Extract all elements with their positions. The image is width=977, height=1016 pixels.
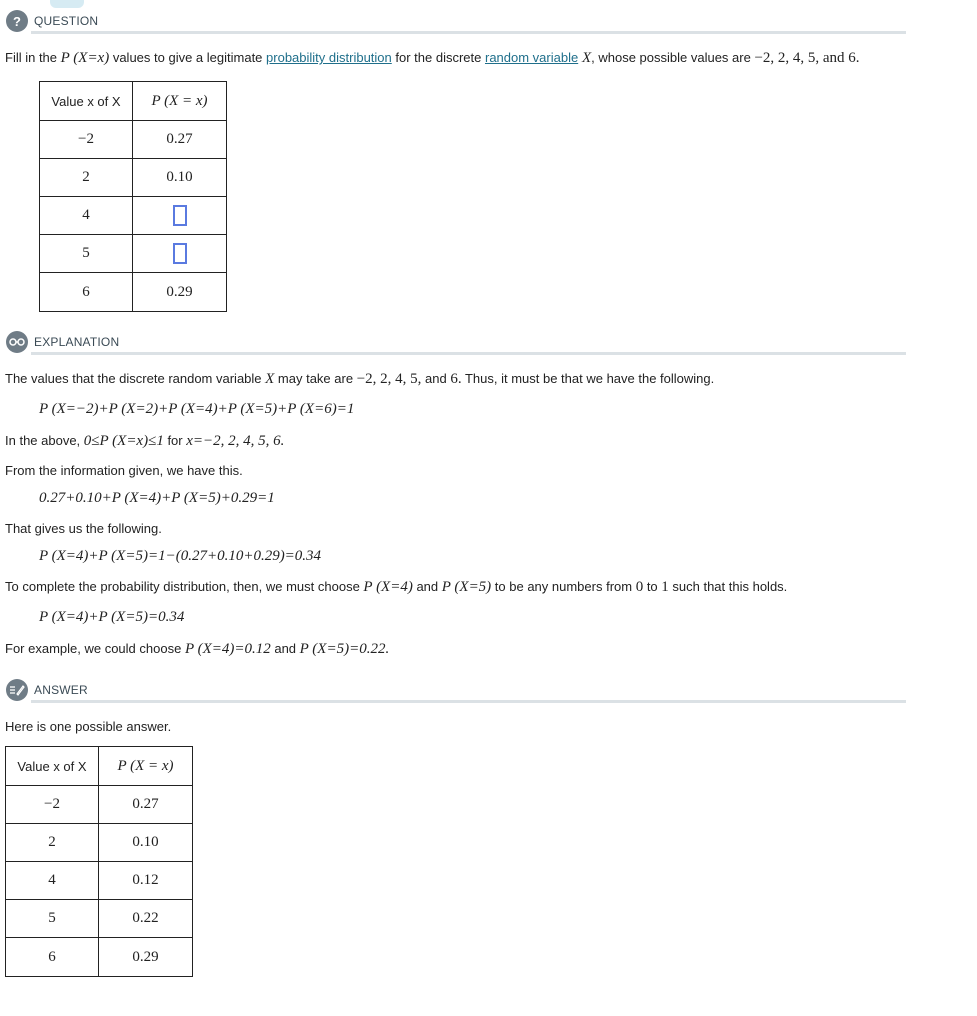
header-prob: P (X = x)	[133, 82, 227, 121]
question-divider	[31, 31, 906, 34]
explanation-line5: To complete the probability distribution, then, we must choose P (X=4) and P (X=5) to be any numbers from 0 to 1 such that this holds.	[5, 579, 788, 595]
pencil-icon	[6, 679, 28, 701]
random-variable-link[interactable]: random variable	[484, 50, 579, 65]
question-header	[6, 10, 98, 32]
explanation-line4: That gives us the following.	[5, 521, 162, 536]
explanation-line1: The values that the discrete random variable X may take are −2, 2, 4, 5, and 6. Thus, it must be that we have the following.	[5, 371, 715, 387]
explanation-label: EXPLANATION	[34, 335, 120, 349]
answer-table	[5, 746, 193, 977]
explanation-line2: In the above, 0≤P (X=x)≤1 for x=−2, 2, 4, 5, 6.	[5, 433, 285, 449]
equation-condition: P (X=4)+P (X=5)=0.34	[39, 609, 185, 625]
table-row: 5 0.22	[6, 900, 193, 938]
equation-given: 0.27+0.10+P (X=4)+P (X=5)+0.29=1	[39, 490, 275, 506]
explanation-divider	[31, 352, 906, 355]
table-row: 6 0.29	[6, 938, 193, 977]
header-value: Value x of X	[40, 82, 133, 121]
header-value: Value x of X	[6, 747, 99, 786]
glasses-icon	[6, 331, 28, 353]
table-row: 2 0.10	[40, 159, 227, 197]
table-row: −2 0.27	[6, 786, 193, 824]
answer-input-x5[interactable]	[173, 243, 187, 264]
question-prompt: Fill in the P (X=x) values to give a legitimate probability distribution for the discrete random variable X, whose possible values are −2, 2, 4, 5, and 6.	[5, 50, 860, 66]
table-row: 2 0.10	[6, 824, 193, 862]
answer-label: ANSWER	[34, 683, 88, 697]
equation-sum: P (X=−2)+P (X=2)+P (X=4)+P (X=5)+P (X=6)=1	[39, 401, 355, 417]
answer-intro: Here is one possible answer.	[5, 719, 172, 734]
probability-distribution-link[interactable]: probability distribution	[266, 50, 392, 65]
question-table	[39, 81, 227, 312]
question-mark-icon: ?	[6, 10, 28, 32]
equation-result: P (X=4)+P (X=5)=1−(0.27+0.10+0.29)=0.34	[39, 548, 322, 564]
explanation-line3: From the information given, we have this.	[5, 463, 243, 478]
table-row: 6 0.29	[40, 273, 227, 312]
answer-divider	[31, 700, 906, 703]
answer-header	[6, 679, 88, 701]
header-prob: P (X = x)	[99, 747, 193, 786]
tab-indicator	[50, 0, 84, 8]
explanation-header	[6, 331, 119, 353]
table-row: 4	[40, 197, 227, 235]
table-row: 4 0.12	[6, 862, 193, 900]
question-label: QUESTION	[34, 14, 99, 28]
table-row: 5	[40, 235, 227, 273]
answer-input-x4[interactable]	[173, 205, 187, 226]
explanation-line6: For example, we could choose P (X=4)=0.12 and P (X=5)=0.22.	[5, 641, 390, 657]
table-row: −2 0.27	[40, 121, 227, 159]
